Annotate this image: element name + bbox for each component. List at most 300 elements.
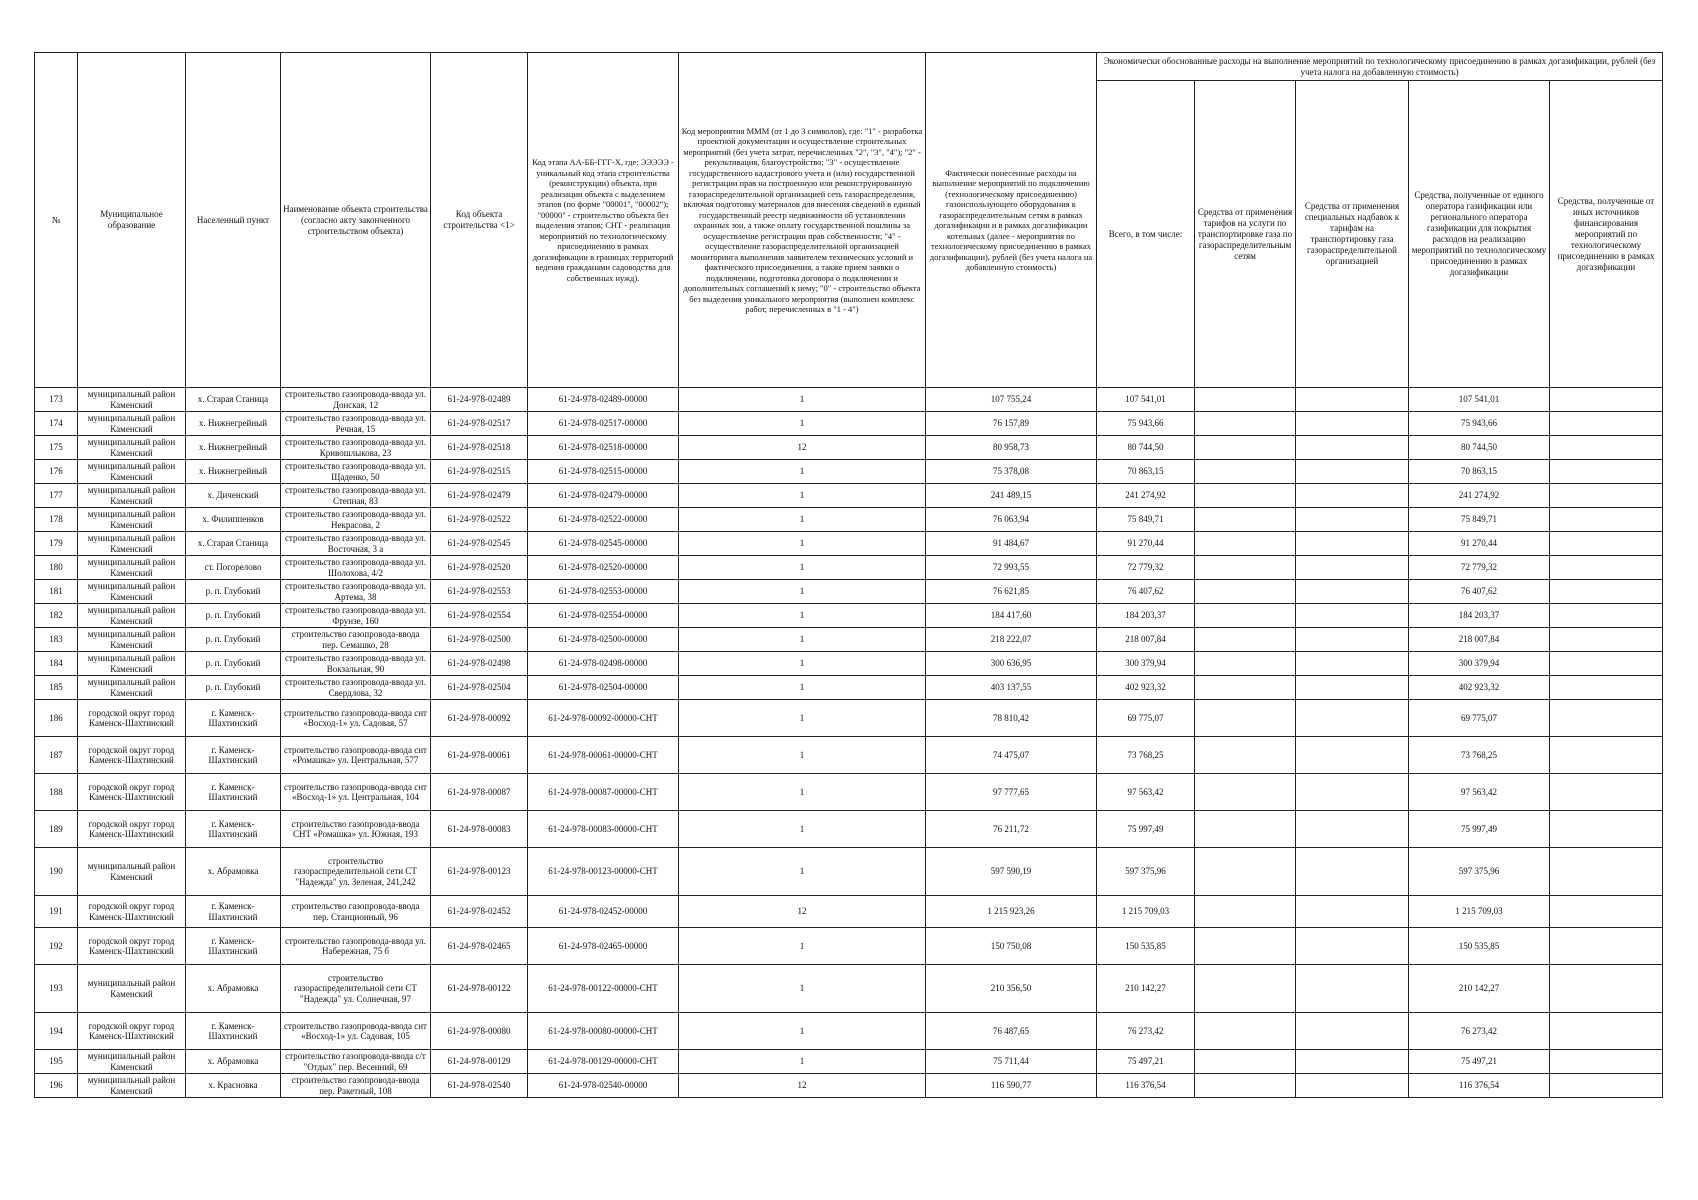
row-object-name: строительство газопровода-ввода ул. Степная, 83: [281, 484, 431, 508]
row-surcharge: [1296, 508, 1409, 532]
row-municipality: городской округ город Каменск-Шахтинский: [78, 811, 186, 848]
row-total: 75 997,49: [1097, 811, 1195, 848]
row-actual-costs: 74 475,07: [926, 737, 1097, 774]
row-event-code: 1: [679, 700, 926, 737]
row-settlement: х. Старая Станица: [186, 532, 281, 556]
row-operator: 150 535,85: [1409, 928, 1550, 965]
row-event-code: 1: [679, 604, 926, 628]
row-municipality: муниципальный район Каменский: [78, 580, 186, 604]
row-object-name: строительство газопровода-ввода СНТ «Ромашка» ул. Южная, 193: [281, 811, 431, 848]
row-settlement: г. Каменск-Шахтинский: [186, 896, 281, 928]
row-object-code: 61-24-978-00092: [431, 700, 528, 737]
row-tariff: [1195, 628, 1296, 652]
row-municipality: городской округ город Каменск-Шахтинский: [78, 774, 186, 811]
row-object-name: строительство газопровода-ввода ул. Речная, 15: [281, 412, 431, 436]
row-object-name: строительство газопровода-ввода снт «Восход-1» ул. Центральная, 104: [281, 774, 431, 811]
group-costs-header: Экономически обоснованные расходы на выполнение мероприятий по технологическому присоединению в рамках догазификации, рублей (без учета налога на добавленную стоимость): [1097, 53, 1663, 81]
row-settlement: г. Каменск-Шахтинский: [186, 700, 281, 737]
row-number: 190: [35, 848, 78, 896]
row-other: [1550, 896, 1663, 928]
row-object-code: 61-24-978-02479: [431, 484, 528, 508]
row-surcharge: [1296, 412, 1409, 436]
row-number: 194: [35, 1013, 78, 1050]
row-surcharge: [1296, 774, 1409, 811]
row-number: 173: [35, 388, 78, 412]
row-total: 107 541,01: [1097, 388, 1195, 412]
row-object-code: 61-24-978-02522: [431, 508, 528, 532]
row-other: [1550, 508, 1663, 532]
row-settlement: х. Нижнегрейный: [186, 460, 281, 484]
row-settlement: г. Каменск-Шахтинский: [186, 928, 281, 965]
row-total: 300 379,94: [1097, 652, 1195, 676]
row-number: 182: [35, 604, 78, 628]
row-tariff: [1195, 556, 1296, 580]
row-event-code: 1: [679, 628, 926, 652]
row-stage-code: 61-24-978-02545-00000: [528, 532, 679, 556]
row-surcharge: [1296, 604, 1409, 628]
row-total: 402 923,32: [1097, 676, 1195, 700]
row-other: [1550, 484, 1663, 508]
row-object-name: строительство газопровода-ввода ул. Фрунзе, 160: [281, 604, 431, 628]
row-event-code: 1: [679, 580, 926, 604]
row-number: 180: [35, 556, 78, 580]
row-municipality: городской округ город Каменск-Шахтинский: [78, 737, 186, 774]
row-object-code: 61-24-978-00080: [431, 1013, 528, 1050]
row-municipality: городской округ город Каменск-Шахтинский: [78, 700, 186, 737]
row-object-code: 61-24-978-02498: [431, 652, 528, 676]
row-surcharge: [1296, 737, 1409, 774]
row-actual-costs: 1 215 923,26: [926, 896, 1097, 928]
row-object-code: 61-24-978-02554: [431, 604, 528, 628]
row-total: 76 273,42: [1097, 1013, 1195, 1050]
row-actual-costs: 75 711,44: [926, 1050, 1097, 1074]
row-stage-code: 61-24-978-00061-00000-СНТ: [528, 737, 679, 774]
row-tariff: [1195, 811, 1296, 848]
row-surcharge: [1296, 628, 1409, 652]
row-municipality: муниципальный район Каменский: [78, 388, 186, 412]
row-operator: 70 863,15: [1409, 460, 1550, 484]
row-municipality: муниципальный район Каменский: [78, 484, 186, 508]
row-stage-code: 61-24-978-00123-00000-СНТ: [528, 848, 679, 896]
row-tariff: [1195, 484, 1296, 508]
row-municipality: муниципальный район Каменский: [78, 604, 186, 628]
row-surcharge: [1296, 556, 1409, 580]
row-other: [1550, 412, 1663, 436]
row-stage-code: 61-24-978-02489-00000: [528, 388, 679, 412]
row-tariff: [1195, 676, 1296, 700]
row-operator: 76 407,62: [1409, 580, 1550, 604]
row-settlement: р. п. Глубокий: [186, 628, 281, 652]
row-surcharge: [1296, 928, 1409, 965]
row-operator: 80 744,50: [1409, 436, 1550, 460]
row-settlement: х. Нижнегрейный: [186, 436, 281, 460]
table-row: [35, 580, 1663, 604]
row-municipality: городской округ город Каменск-Шахтинский: [78, 896, 186, 928]
row-object-name: строительство газопровода-ввода снт «Восход-1» ул. Садовая, 57: [281, 700, 431, 737]
row-event-code: 1: [679, 965, 926, 1013]
row-object-name: строительство газораспределительной сети СТ "Надежда" ул. Зеленая, 241,242: [281, 848, 431, 896]
row-actual-costs: 184 417,60: [926, 604, 1097, 628]
row-operator: 107 541,01: [1409, 388, 1550, 412]
row-object-code: 61-24-978-02504: [431, 676, 528, 700]
row-tariff: [1195, 896, 1296, 928]
row-object-name: строительство газопровода-ввода ул. Кривошлыкова, 23: [281, 436, 431, 460]
table-row: [35, 388, 1663, 412]
row-municipality: муниципальный район Каменский: [78, 1050, 186, 1074]
row-object-code: 61-24-978-02520: [431, 556, 528, 580]
row-event-code: 1: [679, 652, 926, 676]
row-event-code: 1: [679, 388, 926, 412]
row-surcharge: [1296, 896, 1409, 928]
row-number: 175: [35, 436, 78, 460]
row-number: 185: [35, 676, 78, 700]
row-municipality: муниципальный район Каменский: [78, 556, 186, 580]
row-other: [1550, 737, 1663, 774]
table-row: [35, 700, 1663, 737]
table-row: [35, 811, 1663, 848]
table-row: [35, 965, 1663, 1013]
row-operator: 1 215 709,03: [1409, 896, 1550, 928]
row-total: 241 274,92: [1097, 484, 1195, 508]
row-total: 76 407,62: [1097, 580, 1195, 604]
col-actual-costs-header: Фактически понесенные расходы на выполнение мероприятий по подключению (технологическому присоединению) газоиспользующего оборудования к газораспределительным сетям в рамках догазификации и в рамках догазификации котельных (далее - мероприятия по технологическому присоединению в рамках догазификации), рублей (без учета налога на добавленную стоимость): [926, 53, 1097, 388]
row-number: 184: [35, 652, 78, 676]
row-number: 177: [35, 484, 78, 508]
row-object-code: 61-24-978-02465: [431, 928, 528, 965]
row-actual-costs: 72 993,55: [926, 556, 1097, 580]
row-settlement: ст. Погорелово: [186, 556, 281, 580]
row-operator: 75 943,66: [1409, 412, 1550, 436]
row-surcharge: [1296, 848, 1409, 896]
row-settlement: р. п. Глубокий: [186, 676, 281, 700]
row-operator: 218 007,84: [1409, 628, 1550, 652]
row-object-name: строительство газопровода-ввода ул. Артема, 38: [281, 580, 431, 604]
table-row: [35, 1050, 1663, 1074]
row-event-code: 1: [679, 811, 926, 848]
row-settlement: х. Диченский: [186, 484, 281, 508]
row-settlement: х. Старая Станица: [186, 388, 281, 412]
row-event-code: 1: [679, 737, 926, 774]
row-object-name: строительство газопровода-ввода ул. Щаденко, 50: [281, 460, 431, 484]
row-settlement: х. Красновка: [186, 1074, 281, 1098]
row-event-code: 1: [679, 1050, 926, 1074]
row-settlement: г. Каменск-Шахтинский: [186, 1013, 281, 1050]
row-event-code: 1: [679, 532, 926, 556]
row-other: [1550, 811, 1663, 848]
table-row: [35, 676, 1663, 700]
row-other: [1550, 965, 1663, 1013]
row-surcharge: [1296, 1050, 1409, 1074]
row-municipality: муниципальный район Каменский: [78, 412, 186, 436]
row-object-name: строительство газопровода-ввода снт «Восход-1» ул. Садовая, 105: [281, 1013, 431, 1050]
col-event-code-header: Код мероприятия МММ (от 1 до 3 символов), где: "1" - разработка проектной документации и осуществление строительных мероприятий (без учета затрат, перечисленных "2", "3", "4"); "2" - рекультивация, благоустройство; "3" - осуществление государственного кадастрового учета и (или) государственной регистрации прав на построенную или реконструированную газораспределительной организацией сеть газораспределения, включая подготовку материалов для внесения сведений в единый государственный реестр недвижимости об установлении охранных зон, а также оплату государственной пошлины за осуществление регистрации прав собственности; "4" - осуществление газораспределительной организацией мониторинга выполнения заявителем технических условий и фактического присоединения, а также прием заявки о подключении, подготовка договора о подключении и дополнительных соглашений к нему; "0" - строительство объекта без выделения уникального мероприятия (выполнен комплекс работ, перечисленных в "1 - 4"): [679, 53, 926, 388]
row-event-code: 12: [679, 896, 926, 928]
row-event-code: 1: [679, 676, 926, 700]
row-total: 70 863,15: [1097, 460, 1195, 484]
row-stage-code: 61-24-978-02504-00000: [528, 676, 679, 700]
row-municipality: муниципальный район Каменский: [78, 436, 186, 460]
row-object-code: 61-24-978-00087: [431, 774, 528, 811]
col-municipality-header: Муниципальное образование: [78, 53, 186, 388]
row-object-code: 61-24-978-02540: [431, 1074, 528, 1098]
table-row: [35, 412, 1663, 436]
row-tariff: [1195, 532, 1296, 556]
row-operator: 597 375,96: [1409, 848, 1550, 896]
row-object-code: 61-24-978-00083: [431, 811, 528, 848]
row-object-name: строительство газораспределительной сети СТ "Надежда" ул. Солнечная, 97: [281, 965, 431, 1013]
row-stage-code: 61-24-978-02500-00000: [528, 628, 679, 652]
row-surcharge: [1296, 484, 1409, 508]
row-other: [1550, 436, 1663, 460]
row-event-code: 1: [679, 928, 926, 965]
row-tariff: [1195, 388, 1296, 412]
table-row: [35, 484, 1663, 508]
row-object-name: строительство газопровода-ввода снт «Ромашка» ул. Центральная, 577: [281, 737, 431, 774]
row-number: 174: [35, 412, 78, 436]
row-event-code: 1: [679, 556, 926, 580]
row-number: 195: [35, 1050, 78, 1074]
row-actual-costs: 76 621,85: [926, 580, 1097, 604]
row-municipality: муниципальный район Каменский: [78, 460, 186, 484]
row-number: 193: [35, 965, 78, 1013]
row-total: 150 535,85: [1097, 928, 1195, 965]
row-surcharge: [1296, 436, 1409, 460]
row-object-code: 61-24-978-00061: [431, 737, 528, 774]
row-actual-costs: 91 484,67: [926, 532, 1097, 556]
table-row: [35, 436, 1663, 460]
row-settlement: х. Абрамовка: [186, 965, 281, 1013]
row-object-code: 61-24-978-00122: [431, 965, 528, 1013]
row-tariff: [1195, 1050, 1296, 1074]
row-settlement: х. Нижнегрейный: [186, 412, 281, 436]
row-municipality: муниципальный район Каменский: [78, 532, 186, 556]
col-num-header: №: [35, 53, 78, 388]
row-number: 183: [35, 628, 78, 652]
row-actual-costs: 210 356,50: [926, 965, 1097, 1013]
row-tariff: [1195, 700, 1296, 737]
row-actual-costs: 76 063,94: [926, 508, 1097, 532]
row-actual-costs: 107 755,24: [926, 388, 1097, 412]
row-operator: 116 376,54: [1409, 1074, 1550, 1098]
row-total: 75 849,71: [1097, 508, 1195, 532]
row-tariff: [1195, 508, 1296, 532]
row-other: [1550, 628, 1663, 652]
row-event-code: 1: [679, 1013, 926, 1050]
col-total-header: Всего, в том числе:: [1097, 81, 1195, 388]
row-other: [1550, 556, 1663, 580]
row-number: 186: [35, 700, 78, 737]
row-municipality: муниципальный район Каменский: [78, 628, 186, 652]
row-object-name: строительство газопровода-ввода пер. Ракетный, 108: [281, 1074, 431, 1098]
row-other: [1550, 580, 1663, 604]
row-total: 69 775,07: [1097, 700, 1195, 737]
row-total: 184 203,37: [1097, 604, 1195, 628]
row-actual-costs: 300 636,95: [926, 652, 1097, 676]
row-other: [1550, 676, 1663, 700]
table-row: [35, 628, 1663, 652]
row-operator: 184 203,37: [1409, 604, 1550, 628]
row-surcharge: [1296, 532, 1409, 556]
row-operator: 75 849,71: [1409, 508, 1550, 532]
row-stage-code: 61-24-978-02452-00000: [528, 896, 679, 928]
row-stage-code: 61-24-978-00092-00000-СНТ: [528, 700, 679, 737]
row-tariff: [1195, 848, 1296, 896]
row-municipality: муниципальный район Каменский: [78, 848, 186, 896]
table-row: [35, 508, 1663, 532]
row-total: 1 215 709,03: [1097, 896, 1195, 928]
row-actual-costs: 78 810,42: [926, 700, 1097, 737]
row-event-code: 1: [679, 508, 926, 532]
row-object-code: 61-24-978-02518: [431, 436, 528, 460]
row-other: [1550, 928, 1663, 965]
table-row: [35, 532, 1663, 556]
row-event-code: 1: [679, 460, 926, 484]
row-tariff: [1195, 412, 1296, 436]
row-object-name: строительство газопровода-ввода с/т "Отдых" пер. Весенний, 69: [281, 1050, 431, 1074]
row-surcharge: [1296, 965, 1409, 1013]
row-number: 181: [35, 580, 78, 604]
row-event-code: 1: [679, 484, 926, 508]
row-number: 191: [35, 896, 78, 928]
row-actual-costs: 97 777,65: [926, 774, 1097, 811]
row-surcharge: [1296, 460, 1409, 484]
row-number: 187: [35, 737, 78, 774]
col-stage-code-header: Код этапа АА-ББ-ГГГ-Х, где: ЭЭЭЭЭ - уникальный код этапа строительства (реконструкции) объекта, при реализации объекта с выделением этапов (по форме "00001", "00002"); "00000" - строительство объекта без выделения этапов; СНТ - реализация мероприятий по технологическому присоединению в рамках догазификации в границах территорий ведения гражданами садоводства для собственных нужд).: [528, 53, 679, 388]
row-stage-code: 61-24-978-00080-00000-СНТ: [528, 1013, 679, 1050]
row-object-code: 61-24-978-02553: [431, 580, 528, 604]
row-operator: 72 779,32: [1409, 556, 1550, 580]
row-actual-costs: 241 489,15: [926, 484, 1097, 508]
row-object-name: строительство газопровода-ввода ул. Вокзальная, 90: [281, 652, 431, 676]
row-event-code: 1: [679, 774, 926, 811]
row-surcharge: [1296, 700, 1409, 737]
row-operator: 300 379,94: [1409, 652, 1550, 676]
col-settlement-header: Населенный пункт: [186, 53, 281, 388]
row-object-name: строительство газопровода-ввода ул. Шолохова, 4/2: [281, 556, 431, 580]
row-object-name: строительство газопровода-ввода ул. Некрасова, 2: [281, 508, 431, 532]
col-object-code-header: Код объекта строительства <1>: [431, 53, 528, 388]
row-object-name: строительство газопровода-ввода пер. Семашко, 28: [281, 628, 431, 652]
row-total: 97 563,42: [1097, 774, 1195, 811]
row-municipality: муниципальный район Каменский: [78, 652, 186, 676]
table-row: [35, 604, 1663, 628]
row-total: 597 375,96: [1097, 848, 1195, 896]
row-object-name: строительство газопровода-ввода пер. Станционный, 96: [281, 896, 431, 928]
row-object-code: 61-24-978-02545: [431, 532, 528, 556]
row-stage-code: 61-24-978-00129-00000-СНТ: [528, 1050, 679, 1074]
row-stage-code: 61-24-978-02518-00000: [528, 436, 679, 460]
row-actual-costs: 597 590,19: [926, 848, 1097, 896]
row-object-name: строительство газопровода-ввода ул. Донская, 12: [281, 388, 431, 412]
row-object-code: 61-24-978-02515: [431, 460, 528, 484]
row-other: [1550, 652, 1663, 676]
col-surcharge-header: Средства от применения специальных надбавок к тарифам на транспортировку газа газораспределительной организацией: [1296, 81, 1409, 388]
row-stage-code: 61-24-978-02517-00000: [528, 412, 679, 436]
row-number: 196: [35, 1074, 78, 1098]
row-tariff: [1195, 1013, 1296, 1050]
row-municipality: муниципальный район Каменский: [78, 676, 186, 700]
row-actual-costs: 80 958,73: [926, 436, 1097, 460]
row-object-name: строительство газопровода-ввода ул. Свердлова, 32: [281, 676, 431, 700]
row-total: 72 779,32: [1097, 556, 1195, 580]
row-stage-code: 61-24-978-02554-00000: [528, 604, 679, 628]
row-total: 73 768,25: [1097, 737, 1195, 774]
col-object-name-header: Наименование объекта строительства (согласно акту законченного строительством объекта): [281, 53, 431, 388]
row-municipality: городской округ город Каменск-Шахтинский: [78, 928, 186, 965]
row-operator: 210 142,27: [1409, 965, 1550, 1013]
row-operator: 97 563,42: [1409, 774, 1550, 811]
row-operator: 69 775,07: [1409, 700, 1550, 737]
row-object-code: 61-24-978-02489: [431, 388, 528, 412]
row-tariff: [1195, 604, 1296, 628]
row-stage-code: 61-24-978-02465-00000: [528, 928, 679, 965]
row-other: [1550, 604, 1663, 628]
row-tariff: [1195, 928, 1296, 965]
row-number: 192: [35, 928, 78, 965]
row-total: 116 376,54: [1097, 1074, 1195, 1098]
table-row: [35, 896, 1663, 928]
table-row: [35, 737, 1663, 774]
row-total: 75 943,66: [1097, 412, 1195, 436]
row-stage-code: 61-24-978-00087-00000-СНТ: [528, 774, 679, 811]
table-row: [35, 1074, 1663, 1098]
row-operator: 75 997,49: [1409, 811, 1550, 848]
row-event-code: 12: [679, 436, 926, 460]
row-actual-costs: 218 222,07: [926, 628, 1097, 652]
table-row: [35, 848, 1663, 896]
row-other: [1550, 848, 1663, 896]
row-tariff: [1195, 436, 1296, 460]
row-surcharge: [1296, 811, 1409, 848]
row-surcharge: [1296, 388, 1409, 412]
row-surcharge: [1296, 580, 1409, 604]
dogasification-table: [34, 52, 1663, 1098]
row-stage-code: 61-24-978-00083-00000-СНТ: [528, 811, 679, 848]
row-stage-code: 61-24-978-02515-00000: [528, 460, 679, 484]
col-operator-header: Средства, полученные от единого оператора газификации или регионального оператора газификации для покрытия расходов на реализацию мероприятий по технологическому присоединению в рамках догазификации: [1409, 81, 1550, 388]
row-stage-code: 61-24-978-02479-00000: [528, 484, 679, 508]
row-tariff: [1195, 652, 1296, 676]
row-other: [1550, 1074, 1663, 1098]
row-surcharge: [1296, 652, 1409, 676]
row-settlement: р. п. Глубокий: [186, 652, 281, 676]
row-stage-code: 61-24-978-02522-00000: [528, 508, 679, 532]
row-stage-code: 61-24-978-02520-00000: [528, 556, 679, 580]
row-object-code: 61-24-978-02452: [431, 896, 528, 928]
row-other: [1550, 1013, 1663, 1050]
row-number: 189: [35, 811, 78, 848]
row-municipality: муниципальный район Каменский: [78, 508, 186, 532]
row-settlement: р. п. Глубокий: [186, 580, 281, 604]
table-row: [35, 774, 1663, 811]
row-total: 210 142,27: [1097, 965, 1195, 1013]
row-event-code: 1: [679, 412, 926, 436]
row-actual-costs: 75 378,08: [926, 460, 1097, 484]
row-settlement: г. Каменск-Шахтинский: [186, 811, 281, 848]
row-operator: 76 273,42: [1409, 1013, 1550, 1050]
row-number: 178: [35, 508, 78, 532]
row-event-code: 1: [679, 848, 926, 896]
row-settlement: р. п. Глубокий: [186, 604, 281, 628]
row-actual-costs: 403 137,55: [926, 676, 1097, 700]
row-actual-costs: 116 590,77: [926, 1074, 1097, 1098]
row-object-code: 61-24-978-00123: [431, 848, 528, 896]
document-page: [34, 52, 1662, 1098]
col-tariff-header: Средства от применения тарифов на услуги по транспортировке газа по газораспределительным сетям: [1195, 81, 1296, 388]
row-stage-code: 61-24-978-02498-00000: [528, 652, 679, 676]
row-other: [1550, 774, 1663, 811]
col-other-header: Средства, полученные от иных источников финансирования мероприятий по технологическому присоединению в рамках догазификации: [1550, 81, 1663, 388]
